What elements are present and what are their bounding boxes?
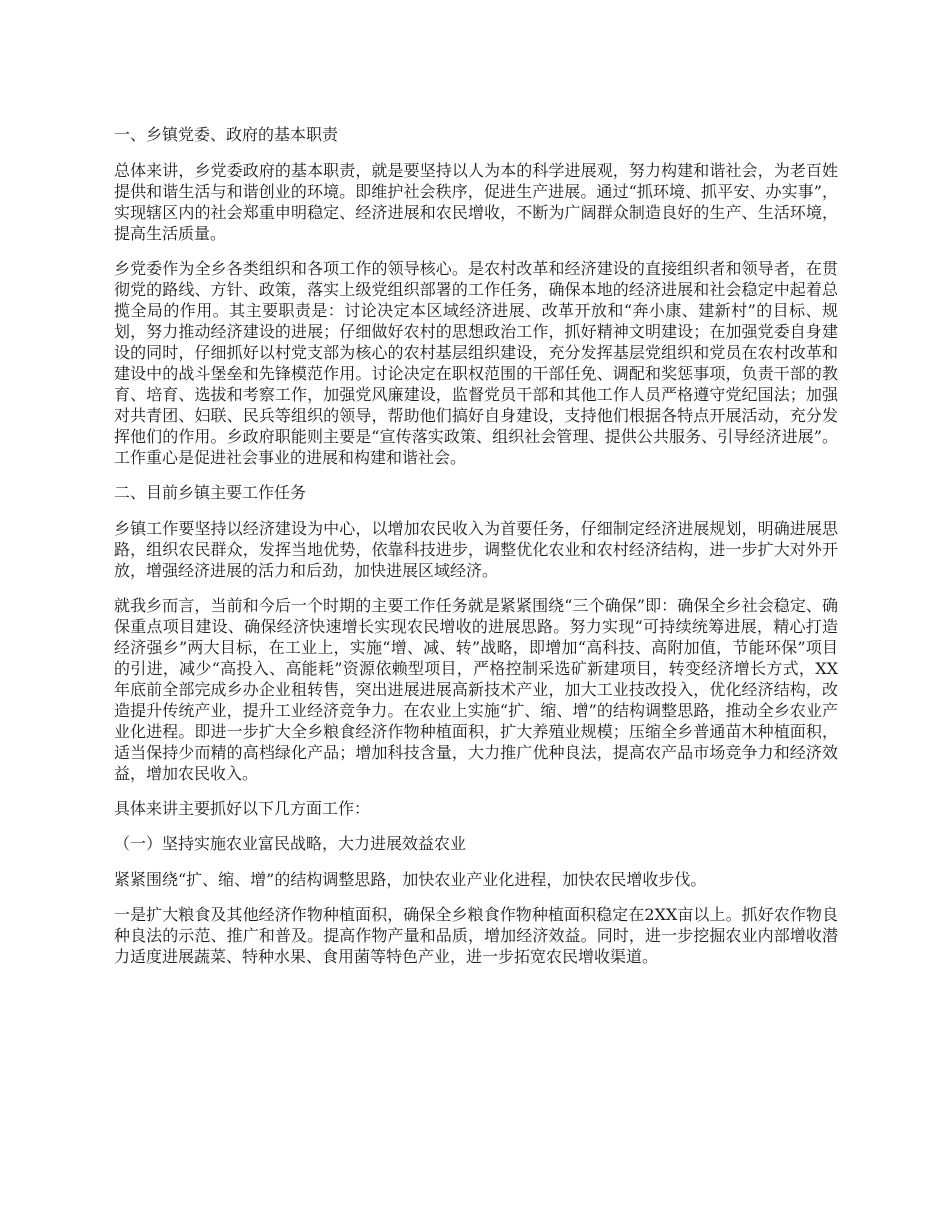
paragraph: 总体来讲，乡党委政府的基本职责，就是要坚持以人为本的科学进展观，努力构建和谐社会，为老百姓提供和谐生活与和谐创业的环境。即维护社会秩序，促进生产进展。通过“抓环境、抓平安、办实事”，实现辖区内的社会郑重申明稳定、经济进展和农民增收，不断为广阔群众制造良好的生产、生活环境，提高生活质量。 — [114, 161, 838, 243]
section-heading-2: 二、目前乡镇主要工作任务 — [114, 483, 307, 502]
subsection-heading-1: （一）坚持实施农业富民战略，大力进展效益农业 — [114, 834, 467, 853]
paragraph: 乡镇工作要坚持以经济建设为中心，以增加农民收入为首要任务，仔细制定经济进展规划，明确进展思路，组织农民群众，发挥当地优势，依靠科技进步，调整优化农业和农村经济结构，进一步扩大对外开放，增强经济进展的活力和后劲，加快进展区域经济。 — [114, 519, 838, 580]
paragraph: 一是扩大粮食及其他经济作物种植面积，确保全乡粮食作物种植面积稳定在2XX亩以上。抓好农作物良种良法的示范、推广和普及。提高作物产量和品质，增加经济效益。同时，进一步挖掘农业内部增收潜力适度进展蔬菜、特种水果、食用菌等特色产业，进一步拓宽农民增收渠道。 — [114, 905, 838, 966]
paragraph: 具体来讲主要抓好以下几方面工作： — [114, 799, 371, 818]
paragraph: 就我乡而言，当前和今后一个时期的主要工作任务就是紧紧围绕“三个确保”即：确保全乡社会稳定、确保重点项目建设、确保经济快速增长实现农民增收的进展思路。努力实现“可持续统筹进展，精心打造经济强乡”两大目标，在工业上，实施“增、减、转”战略，即增加“高科技、高附加值，节能环保”项目的引进，减少“高投入、高能耗”资源依赖型项目，严格控制采选矿新建项目，转变经济增长方式，XX年底前全部完成乡办企业租转售，突出进展进展高新技术产业，加大工业技改投入，优化经济结构，改造提升传统产业，提升工业经济竞争力。在农业上实施“扩、缩、增”的结构调整思路，推动全乡农业产业化进程。即进一步扩大全乡粮食经济作物种植面积，扩大养殖业规模；压缩全乡普通苗木种植面积，适当保持少而精的高档绿化产品；增加科技含量，大力推广优种良法，提高农产品市场竞争力和经济效益，增加农民收入。 — [114, 596, 838, 783]
paragraph: 乡党委作为全乡各类组织和各项工作的领导核心。是农村改革和经济建设的直接组织者和领导者，在贯彻党的路线、方针、政策，落实上级党组织部署的工作任务，确保本地的经济进展和社会稳定中起着总揽全局的作用。其主要职责是：讨论决定本区域经济进展、改革开放和“奔小康、建新村”的目标、规划，努力推动经济建设的进展；仔细做好农村的思想政治工作，抓好精神文明建设；在加强党委自身建设的同时，仔细抓好以村党支部为核心的农村基层组织建设，充分发挥基层党组织和党员在农村改革和建设中的战斗堡垒和先锋模范作用。讨论决定在职权范围的干部任免、调配和奖惩事项，负责干部的教育、培育、选拔和考察工作，加强党风廉建设，监督党员干部和其他工作人员严格遵守党纪国法；加强对共青团、妇联、民兵等组织的领导，帮助他们搞好自身建设，支持他们根据各特点开展活动，充分发挥他们的作用。乡政府职能则主要是“宣传落实政策、组织社会管理、提供公共服务、引导经济进展”。工作重心是促进社会事业的进展和构建和谐社会。 — [114, 259, 838, 467]
paragraph: 紧紧围绕“扩、缩、增”的结构调整思路，加快农业产业化进程，加快农民增收步伐。 — [114, 870, 707, 889]
section-heading-1: 一、乡镇党委、政府的基本职责 — [114, 125, 339, 144]
document-page — [114, 124, 838, 981]
